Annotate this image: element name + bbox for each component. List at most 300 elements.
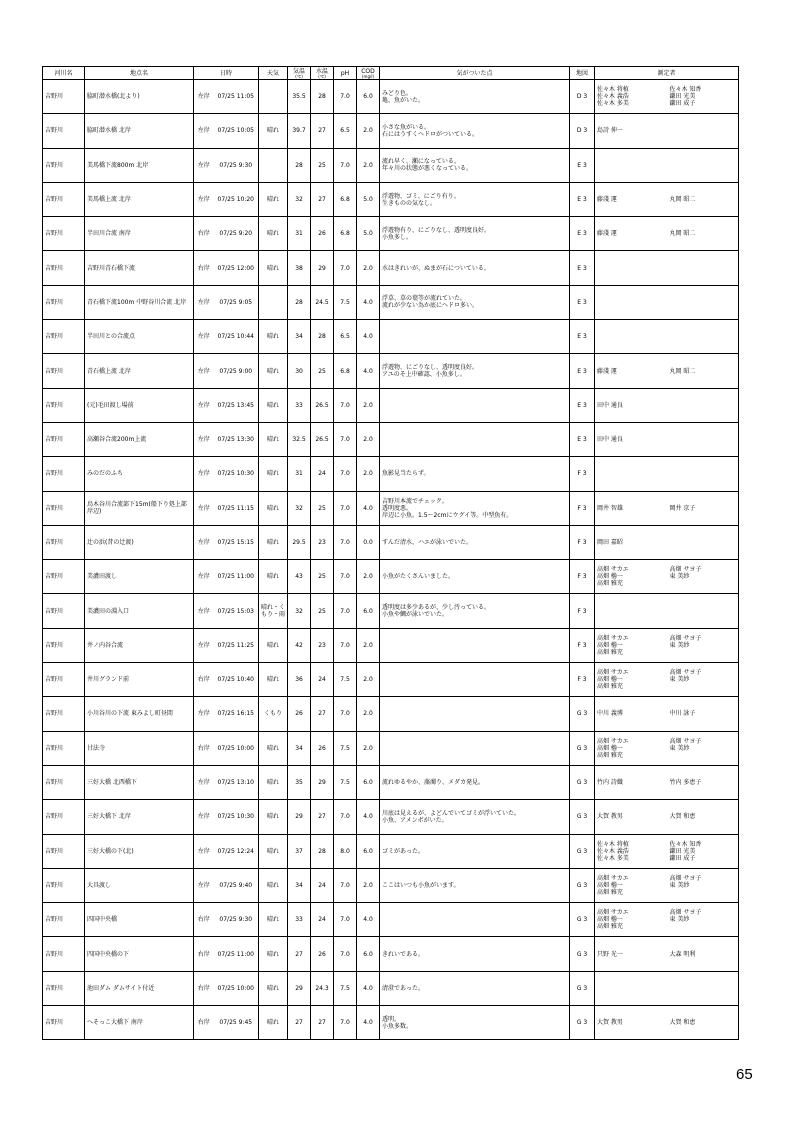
bank-side-cell: 左岸	[194, 148, 214, 182]
measurers-cell	[595, 628, 739, 662]
measurer-name: 佐々木 将植	[597, 840, 629, 848]
river-cell: 吉野川	[43, 663, 85, 697]
cod-cell: 2.0	[357, 731, 380, 765]
cod-cell: 2.0	[357, 388, 380, 422]
measurer-name: 高畑 雅充	[597, 888, 623, 896]
measurers-cell	[595, 765, 739, 799]
air-temp-cell: 37	[288, 834, 311, 868]
ph-cell: 6.5	[334, 114, 357, 148]
table-row	[43, 491, 739, 525]
measurers-cell	[595, 800, 739, 834]
site-name-cell: 四国中央橋	[85, 903, 194, 937]
measurer-name: 丸岡 昭二	[669, 196, 696, 204]
date-time-cell: 07/25 9:45	[214, 1006, 259, 1040]
measurer-name: 只野 光一	[597, 950, 623, 958]
measurer-name: 高畑 サカエ	[597, 669, 629, 677]
measurers-cell	[595, 663, 739, 697]
weather-cell: 晴れ	[259, 217, 288, 251]
table-row	[43, 217, 739, 251]
cod-cell: 2.0	[357, 114, 380, 148]
map-cell: G 3	[570, 697, 595, 731]
water-temp-cell: 29	[311, 251, 334, 285]
table-row	[43, 731, 739, 765]
air-temp-cell: 26	[288, 697, 311, 731]
air-temp-cell: 32.5	[288, 422, 311, 456]
water-temp-cell: 23	[311, 628, 334, 662]
ph-cell: 7.0	[334, 457, 357, 491]
measurer-name: 高畑 櫓一	[597, 916, 623, 924]
cod-cell: 2.0	[357, 663, 380, 697]
notice-cell	[380, 388, 570, 422]
measurer-name: 高畑 雅充	[597, 923, 623, 931]
bank-side-cell: 左岸	[194, 697, 214, 731]
weather-cell: 晴れ	[259, 1006, 288, 1040]
measurer-name: 高畑 サカエ	[597, 634, 629, 642]
measurers-cell	[595, 354, 739, 388]
measurers-cell	[595, 422, 739, 456]
site-name-cell: 美馬橋上流 北岸	[85, 182, 194, 216]
water-temp-cell: 24	[311, 868, 334, 902]
air-temp-cell: 32	[288, 182, 311, 216]
notice-cell	[380, 903, 570, 937]
air-temp-cell: 31	[288, 457, 311, 491]
ph-cell: 7.0	[334, 903, 357, 937]
bank-side-cell: 右岸	[194, 217, 214, 251]
date-time-cell: 07/25 9:05	[214, 285, 259, 319]
notice-cell: 透明。 小魚多数。	[380, 1006, 570, 1040]
date-time-cell: 07/25 9:40	[214, 868, 259, 902]
table-row	[43, 903, 739, 937]
measurer-name: 鎌田 光美	[669, 847, 696, 855]
air-temp-cell: 28	[288, 285, 311, 319]
site-name-cell: 鳥木谷川合流部下15m(船下り処上部岸辺)	[85, 491, 194, 525]
header-site: 地点名	[85, 67, 194, 80]
notice-cell: 水はきれいが、ぬまが石についている。	[380, 251, 570, 285]
water-temp-cell: 26	[311, 217, 334, 251]
river-cell: 吉野川	[43, 1006, 85, 1040]
date-time-cell: 07/25 11:05	[214, 80, 259, 114]
table-row	[43, 697, 739, 731]
date-time-cell: 07/25 10:00	[214, 731, 259, 765]
air-temp-unit: (℃)	[295, 73, 303, 79]
notice-cell: 川底は見えるが、よどんでいてゴミが浮いていた。 小魚、アメンボがいた。	[380, 800, 570, 834]
measurer-name: 丸岡 昭二	[669, 367, 696, 375]
measurer-name: 高畑 サカエ	[597, 737, 629, 745]
map-cell: G 3	[570, 868, 595, 902]
site-name-cell: 池田ダム ダムサイト付近	[85, 971, 194, 1005]
measurer-name: 高畑 櫓一	[597, 881, 623, 889]
date-time-cell: 07/25 11:15	[214, 491, 259, 525]
measurer-name: 島詩 伸一	[597, 127, 623, 135]
measurers-cell	[595, 697, 739, 731]
water-temp-cell: 28	[311, 834, 334, 868]
bank-side-cell: 左岸	[194, 457, 214, 491]
measurers-cell	[595, 457, 739, 491]
date-time-cell: 07/25 10:20	[214, 182, 259, 216]
map-cell: G 3	[570, 731, 595, 765]
measurer-name: 高畑 サヨ子	[669, 874, 702, 882]
map-cell: F 3	[570, 663, 595, 697]
site-name-cell: 三好大橋の下(北)	[85, 834, 194, 868]
site-name-cell: 三好大橋 北西橋下	[85, 765, 194, 799]
notice-cell: きれいである。	[380, 937, 570, 971]
measurers-cell	[595, 388, 739, 422]
map-cell: E 3	[570, 148, 595, 182]
river-cell: 吉野川	[43, 868, 85, 902]
measurer-name: 竹内 詩織	[597, 779, 623, 787]
table-row	[43, 80, 739, 114]
air-temp-cell: 33	[288, 903, 311, 937]
measurer-name: 高畑 櫓一	[597, 676, 623, 684]
river-cell: 吉野川	[43, 285, 85, 319]
water-temp-cell: 24.3	[311, 971, 334, 1005]
date-time-cell: 07/25 9:30	[214, 903, 259, 937]
header-cod: COD (mg/l)	[357, 67, 380, 80]
measurer-name: 鎌田 成子	[669, 854, 696, 862]
bank-side-cell: 右岸	[194, 1006, 214, 1040]
water-temp-cell: 24.5	[311, 285, 334, 319]
river-cell: 吉野川	[43, 457, 85, 491]
site-name-cell: 美馬橋下流800m 北岸	[85, 148, 194, 182]
weather-cell: 晴れ	[259, 800, 288, 834]
air-temp-cell: 29	[288, 971, 311, 1005]
site-name-cell: 美濃田の淵入口	[85, 594, 194, 628]
air-temp-cell: 43	[288, 560, 311, 594]
measurers-cell	[595, 594, 739, 628]
ph-cell: 6.8	[334, 217, 357, 251]
site-name-cell: 辻の浜(昔の辻渡)	[85, 525, 194, 559]
river-cell: 吉野川	[43, 731, 85, 765]
measurer-name: 高畑 雅充	[597, 683, 623, 691]
weather-cell	[259, 285, 288, 319]
map-cell: F 3	[570, 457, 595, 491]
ph-cell: 7.0	[334, 422, 357, 456]
bank-side-cell: 左岸	[194, 388, 214, 422]
measurers-cell	[595, 80, 739, 114]
river-cell: 吉野川	[43, 80, 85, 114]
site-name-cell: 吉野川青石橋下流	[85, 251, 194, 285]
measurers-cell	[595, 114, 739, 148]
site-name-cell: 脇町潜水橋 北岸	[85, 114, 194, 148]
measurer-name: 東 美紗	[669, 573, 690, 581]
weather-cell: 晴れ・くもり・雨	[259, 594, 288, 628]
header-map: 地図	[570, 67, 595, 80]
measurers-cell	[595, 560, 739, 594]
bank-side-cell: 右岸	[194, 663, 214, 697]
cod-cell: 6.0	[357, 594, 380, 628]
date-time-cell: 07/25 12:00	[214, 251, 259, 285]
bank-side-cell: 左岸	[194, 525, 214, 559]
measurer-name: 岡井 京子	[669, 504, 696, 512]
bank-side-cell: 左岸	[194, 834, 214, 868]
bank-side-cell: 左岸	[194, 354, 214, 388]
date-time-cell: 07/25 15:03	[214, 594, 259, 628]
ph-cell: 7.5	[334, 731, 357, 765]
weather-cell: 晴れ	[259, 114, 288, 148]
measurers-cell	[595, 491, 739, 525]
table-row	[43, 868, 739, 902]
date-time-cell: 07/25 13:30	[214, 422, 259, 456]
map-cell: G 3	[570, 834, 595, 868]
ph-cell: 7.0	[334, 525, 357, 559]
table-row	[43, 354, 739, 388]
cod-cell: 6.0	[357, 937, 380, 971]
table-row	[43, 663, 739, 697]
river-cell: 吉野川	[43, 765, 85, 799]
measurer-name: 高畑 櫓一	[597, 744, 623, 752]
water-temp-cell: 25	[311, 491, 334, 525]
cod-cell: 4.0	[357, 800, 380, 834]
river-cell: 吉野川	[43, 251, 85, 285]
ph-cell: 7.0	[334, 148, 357, 182]
measurers-cell	[595, 937, 739, 971]
cod-cell: 4.0	[357, 354, 380, 388]
ph-cell: 7.0	[334, 628, 357, 662]
ph-cell: 7.0	[334, 251, 357, 285]
air-temp-cell: 27	[288, 937, 311, 971]
measurer-name: 高畑 サカエ	[597, 909, 629, 917]
measurer-name: 大賀 和恵	[669, 813, 696, 821]
river-cell: 吉野川	[43, 354, 85, 388]
table-row	[43, 388, 739, 422]
measurer-name: 高畑 サカエ	[597, 874, 629, 882]
ph-cell: 6.5	[334, 320, 357, 354]
header-river: 河川名	[43, 67, 85, 80]
river-cell: 吉野川	[43, 491, 85, 525]
weather-cell: くもり	[259, 697, 288, 731]
site-name-cell: 三好大橋下 北岸	[85, 800, 194, 834]
notice-cell: 浮遊物有り、にごりなし、透明度良好。 小魚多し。	[380, 217, 570, 251]
river-cell: 吉野川	[43, 800, 85, 834]
map-cell: G 3	[570, 971, 595, 1005]
header-measurers: 測定者	[595, 67, 739, 80]
measurer-name: 佐々木 将植	[597, 86, 629, 94]
site-name-cell: 半田川合流 南岸	[85, 217, 194, 251]
ph-cell: 7.0	[334, 1006, 357, 1040]
notice-cell	[380, 422, 570, 456]
table-row	[43, 765, 739, 799]
map-cell: E 3	[570, 285, 595, 319]
table-row	[43, 800, 739, 834]
notice-cell: ここはいつも小魚がいます。	[380, 868, 570, 902]
measurer-name: 高畑 サヨ子	[669, 909, 702, 917]
table-row	[43, 148, 739, 182]
site-name-cell: へそっこ大橋下 南岸	[85, 1006, 194, 1040]
ph-cell: 7.5	[334, 285, 357, 319]
notice-cell: すんだ清水、ハエが泳いでいた。	[380, 525, 570, 559]
notice-cell: 魚影見当たらず。	[380, 457, 570, 491]
ph-cell: 8.0	[334, 834, 357, 868]
weather-cell	[259, 80, 288, 114]
air-temp-cell: 29	[288, 800, 311, 834]
measurer-name: 高畑 サヨ子	[669, 737, 702, 745]
map-cell: G 3	[570, 800, 595, 834]
measurer-name: 東 美紗	[669, 676, 690, 684]
ph-cell: 7.5	[334, 663, 357, 697]
measurer-name: 佐々木 義浩	[597, 93, 629, 101]
map-cell: E 3	[570, 388, 595, 422]
date-time-cell: 07/25 10:05	[214, 114, 259, 148]
river-cell: 吉野川	[43, 114, 85, 148]
table-row	[43, 1006, 739, 1040]
notice-cell: 清澄であった。	[380, 971, 570, 1005]
bank-side-cell: 左岸	[194, 80, 214, 114]
weather-cell: 晴れ	[259, 663, 288, 697]
ph-cell: 6.8	[334, 182, 357, 216]
air-temp-cell: 30	[288, 354, 311, 388]
measurer-name: 高畑 雅充	[597, 580, 623, 588]
measurer-name: 佐々木 多美	[597, 100, 629, 108]
river-cell: 吉野川	[43, 560, 85, 594]
river-cell: 吉野川	[43, 182, 85, 216]
map-cell: E 3	[570, 182, 595, 216]
date-time-cell: 07/25 10:40	[214, 663, 259, 697]
site-name-cell: 小川谷川の下流 東みよし町昼間	[85, 697, 194, 731]
table-row	[43, 628, 739, 662]
weather-cell: 晴れ	[259, 388, 288, 422]
ph-cell: 7.0	[334, 594, 357, 628]
water-temp-cell: 28	[311, 320, 334, 354]
cod-cell: 2.0	[357, 422, 380, 456]
measurer-name: 佐々木 知香	[669, 840, 702, 848]
ph-cell: 7.0	[334, 80, 357, 114]
notice-cell	[380, 320, 570, 354]
river-cell: 吉野川	[43, 320, 85, 354]
bank-side-cell: 左岸	[194, 800, 214, 834]
cod-cell: 5.0	[357, 217, 380, 251]
measurer-name: 高畑 櫓一	[597, 641, 623, 649]
bank-side-cell: 左岸	[194, 114, 214, 148]
air-temp-cell: 34	[288, 868, 311, 902]
notice-cell: 小魚がたくさんいました。	[380, 560, 570, 594]
site-name-cell: 大具渡し	[85, 868, 194, 902]
air-temp-cell: 31	[288, 217, 311, 251]
measurers-cell	[595, 251, 739, 285]
weather-cell: 晴れ	[259, 457, 288, 491]
measurers-cell	[595, 1006, 739, 1040]
bank-side-cell: 左岸	[194, 491, 214, 525]
measurers-cell	[595, 285, 739, 319]
measurer-name: 中川 詠子	[669, 710, 696, 718]
measurer-name: 田中 通良	[597, 436, 623, 444]
notice-cell: ゴミがあった。	[380, 834, 570, 868]
air-temp-cell: 28	[288, 148, 311, 182]
table-row	[43, 971, 739, 1005]
measurer-name: 田中 通良	[597, 401, 623, 409]
measurers-cell	[595, 731, 739, 765]
table-row	[43, 320, 739, 354]
measurer-name: 鎌田 成子	[669, 100, 696, 108]
date-time-cell: 07/25 12:24	[214, 834, 259, 868]
date-time-cell: 07/25 11:25	[214, 628, 259, 662]
date-time-cell: 07/25 10:44	[214, 320, 259, 354]
measurer-name: 高畑 サヨ子	[669, 566, 702, 574]
date-time-cell: 07/25 10:00	[214, 971, 259, 1005]
table-row	[43, 457, 739, 491]
river-cell: 吉野川	[43, 903, 85, 937]
weather-cell: 晴れ	[259, 971, 288, 1005]
air-temp-cell: 39.7	[288, 114, 311, 148]
measurer-name: 高畑 櫓一	[597, 573, 623, 581]
water-temp-unit: (℃)	[318, 73, 326, 79]
river-cell: 吉野川	[43, 388, 85, 422]
map-cell: D 3	[570, 114, 595, 148]
measurer-name: 高畑 サカエ	[597, 566, 629, 574]
date-time-cell: 07/25 9:00	[214, 354, 259, 388]
map-cell: F 3	[570, 560, 595, 594]
river-cell: 吉野川	[43, 697, 85, 731]
river-cell: 吉野川	[43, 594, 85, 628]
measurers-cell	[595, 971, 739, 1005]
air-temp-cell: 32	[288, 594, 311, 628]
water-temp-cell: 27	[311, 1006, 334, 1040]
air-temp-cell: 29.5	[288, 525, 311, 559]
weather-cell: 晴れ	[259, 560, 288, 594]
map-cell: E 3	[570, 354, 595, 388]
cod-cell: 6.0	[357, 80, 380, 114]
cod-cell: 4.0	[357, 971, 380, 1005]
air-temp-cell: 35	[288, 765, 311, 799]
header-air-temp: 気温 (℃)	[288, 67, 311, 80]
cod-cell: 0.0	[357, 525, 380, 559]
measurer-name: 竹内 多恵子	[669, 779, 702, 787]
water-temp-cell: 29	[311, 765, 334, 799]
weather-cell: 晴れ	[259, 937, 288, 971]
weather-cell: 晴れ	[259, 525, 288, 559]
date-time-cell: 07/25 13:10	[214, 765, 259, 799]
ph-cell: 7.5	[334, 765, 357, 799]
map-cell: F 3	[570, 594, 595, 628]
bank-side-cell: 左岸	[194, 560, 214, 594]
site-name-cell: 半田川との合流点	[85, 320, 194, 354]
measurer-name: 大森 明利	[669, 950, 696, 958]
air-temp-cell: 42	[288, 628, 311, 662]
cod-cell: 6.0	[357, 834, 380, 868]
ph-cell: 7.0	[334, 868, 357, 902]
ph-cell: 7.0	[334, 800, 357, 834]
map-cell: E 3	[570, 422, 595, 456]
measurers-cell	[595, 182, 739, 216]
date-time-cell: 07/25 16:15	[214, 697, 259, 731]
date-time-cell: 07/25 9:30	[214, 148, 259, 182]
cod-cell: 5.0	[357, 182, 380, 216]
measurer-name: 大賀 教男	[597, 813, 623, 821]
map-cell: E 3	[570, 320, 595, 354]
water-temp-cell: 25	[311, 594, 334, 628]
table-header	[43, 67, 739, 80]
weather-cell: 晴れ	[259, 868, 288, 902]
air-temp-cell: 32	[288, 491, 311, 525]
date-time-cell: 07/25 15:15	[214, 525, 259, 559]
bank-side-cell: 右岸	[194, 731, 214, 765]
measurers-cell	[595, 868, 739, 902]
water-temp-cell: 25	[311, 560, 334, 594]
table-row	[43, 937, 739, 971]
river-cell: 吉野川	[43, 525, 85, 559]
table-row	[43, 594, 739, 628]
header-weather: 天気	[259, 67, 288, 80]
weather-cell: 晴れ	[259, 491, 288, 525]
water-temp-cell: 24	[311, 903, 334, 937]
water-temp-cell: 23	[311, 525, 334, 559]
weather-cell	[259, 148, 288, 182]
bank-side-cell: 左岸	[194, 182, 214, 216]
water-temp-cell: 25	[311, 148, 334, 182]
notice-cell	[380, 697, 570, 731]
water-temp-cell: 27	[311, 182, 334, 216]
weather-cell: 晴れ	[259, 731, 288, 765]
notice-cell: 浮草、草の葉等が流れていた。 流れが少ない為か底にヘドロ多い。	[380, 285, 570, 319]
